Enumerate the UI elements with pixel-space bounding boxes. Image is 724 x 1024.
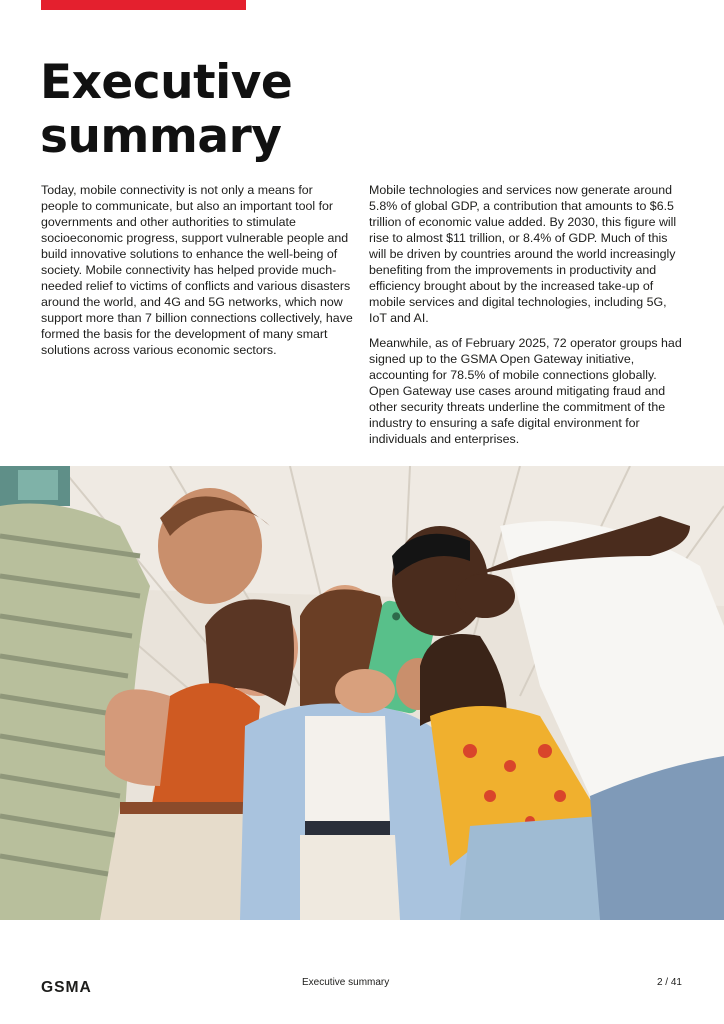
accent-bar [41, 0, 246, 10]
right-column [369, 182, 684, 456]
title-line-1: Executive [40, 55, 293, 110]
svg-text:GSMA: GSMA [41, 978, 92, 994]
left-column [41, 182, 353, 367]
paragraph: Meanwhile, as of February 2025, 72 operator groups had signed up to the GSMA Open Gateway initiative, accounting for 78.5% of mobile connections globally. Open Gateway use cases around mitigating fraud and other security threats underline the commitment of the industry to ensuring a safe digital environment for individuals and enterprises. [369, 336, 682, 446]
group-of-friends-with-smartphone-photo [0, 466, 724, 920]
paragraph: Mobile technologies and services now generate around 5.8% of global GDP, a contribution that amounts to $6.5 trillion of economic value added. By 2030, this figure will rise to almost $11 trillion, or 8.4% of GDP. Much of this will be driven by countries around the world increasingly benefiting from the improvements in productivity and efficiency brought about by the increased take-up of mobile services and digital technologies, including 5G, IoT and AI. [369, 183, 677, 325]
footer-section-label: Executive summary [302, 977, 390, 988]
page-number: 2 / 41 [656, 977, 682, 988]
title-line-2: summary [40, 109, 282, 164]
page-title [40, 56, 292, 164]
paragraph: Today, mobile connectivity is not only a means for people to communicate, but also an important tool for governments and other authorities to stimulate socioeconomic progress, support vulnerable people and build innovative solutions to enhance the well-being of society. Mobile connectivity has helped provide much-needed relief to victims of conflicts and various disasters around the world, and 4G and 5G networks, which now support more than 7 billion connections collectively, have formed the basis for the development of many smart solutions across various economic sectors. [41, 183, 353, 357]
gsma-logo [41, 978, 129, 994]
